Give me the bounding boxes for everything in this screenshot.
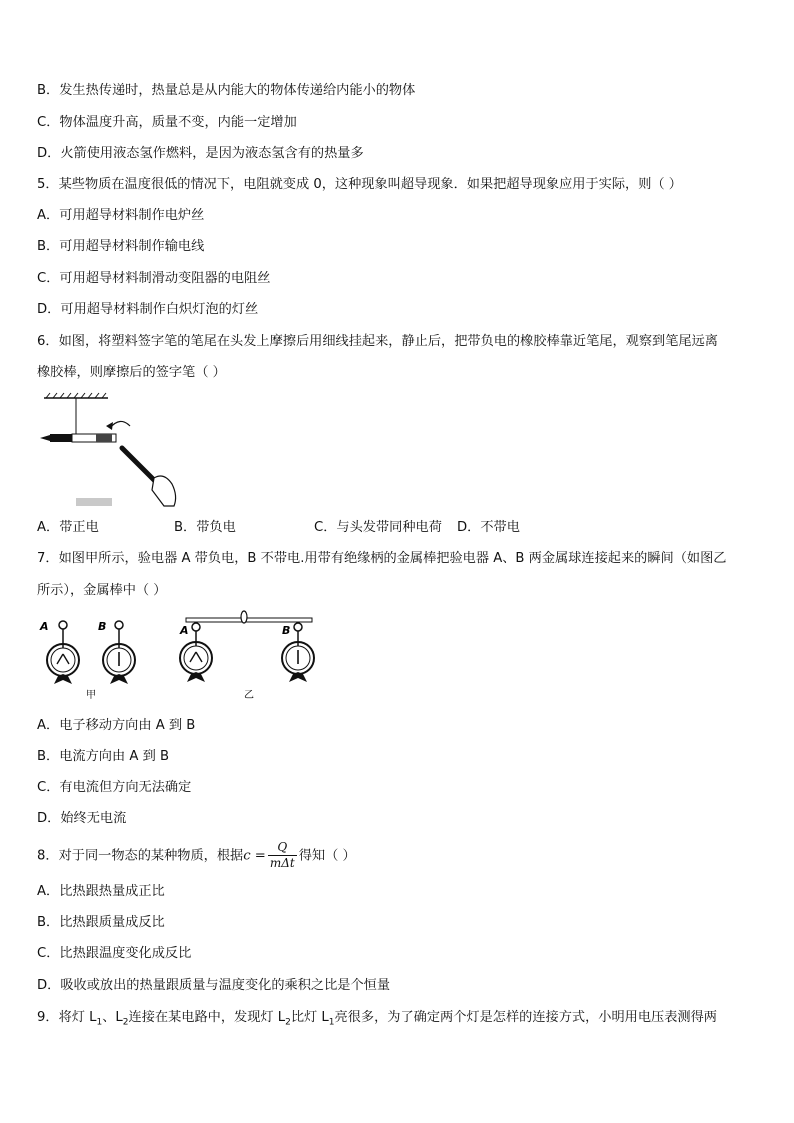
q8-option-c: C．比热跟温度变化成反比	[37, 946, 192, 961]
q8-formula-lhs: c =	[243, 848, 266, 864]
q8-stem-prefix: 8．对于同一物态的某种物质，根据	[37, 848, 244, 864]
metal-rod-with-handle	[186, 611, 312, 623]
q8-formula-fraction	[268, 840, 297, 871]
q6-option-d: D．不带电	[457, 520, 520, 535]
electroscope-b-yi	[282, 623, 314, 682]
question-8-stem	[37, 840, 356, 872]
label-b-jia: B	[98, 620, 107, 633]
q8-option-d: D．吸收或放出的热量跟质量与温度变化的乘积之比是个恒量	[37, 978, 391, 993]
q8-stem-suffix: 得知（ ）	[298, 848, 356, 864]
question-6-stem-line1: 6．如图，将塑料签字笔的笔尾在头发上摩擦后用细线挂起来，静止后，把带负电的橡胶棒靠近笔尾，观察到笔尾远离	[37, 334, 718, 349]
q6-option-c: C．与头发带同种电荷	[314, 520, 442, 535]
q8-numerator: Q	[268, 840, 297, 856]
q5-option-a: A．可用超导材料制作电炉丝	[37, 208, 205, 223]
q9-part1: 9．将灯 L	[37, 1010, 97, 1025]
rotation-arrow-icon	[110, 421, 130, 428]
signature-pen	[40, 434, 116, 442]
q9-part4: 比灯 L	[290, 1010, 329, 1025]
q8-option-a: A．比热跟热量成正比	[37, 884, 165, 899]
q6-options-row	[37, 519, 757, 537]
q5-option-b: B．可用超导材料制作输电线	[37, 239, 205, 254]
q6-option-a: A．带正电	[37, 520, 99, 535]
electroscope-a-jia	[39, 620, 79, 684]
q5-option-d: D．可用超导材料制作白炽灯泡的灯丝	[37, 302, 259, 317]
q8-option-b: B．比热跟质量成反比	[37, 915, 165, 930]
question-5-stem: 5．某些物质在温度很低的情况下，电阻就变成 0，这种现象叫超导现象．如果把超导现象应用于实际，则（ ）	[37, 177, 682, 192]
caption-yi: 乙	[244, 690, 254, 701]
q7-option-c: C．有电流但方向无法确定	[37, 780, 192, 795]
option-b-line: B．发生热传递时，热量总是从内能大的物体传递给内能小的物体	[37, 83, 416, 98]
electroscope-b-jia	[98, 620, 135, 684]
q7-option-b: B．电流方向由 A 到 B	[37, 749, 170, 764]
question-7-stem-line2: 所示），金属棒中（ ）	[37, 583, 167, 598]
q5-option-c: C．可用超导材料制滑动变阻器的电阻丝	[37, 271, 271, 286]
question-6-stem-line2: 橡胶棒，则摩擦后的签字笔（ ）	[37, 365, 226, 380]
label-b-yi: B	[282, 624, 291, 637]
q9-part5: 亮很多，为了确定两个灯是怎样的连接方式，小明用电压表测得两	[334, 1010, 717, 1025]
q9-sub2: 2	[122, 1017, 129, 1028]
figure-q6-pen-and-rod	[36, 392, 186, 512]
q8-denominator: mΔt	[269, 856, 295, 870]
q7-option-d: D．始终无电流	[37, 811, 127, 826]
hand	[152, 476, 176, 506]
q9-sub4: 1	[328, 1017, 335, 1028]
label-a-yi: A	[180, 624, 189, 637]
question-9-stem	[37, 1009, 717, 1032]
label-a-jia: A	[40, 620, 49, 633]
q7-option-a: A．电子移动方向由 A 到 B	[37, 718, 196, 733]
blurred-mark	[76, 498, 112, 506]
q9-sub1: 1	[96, 1017, 103, 1028]
option-d-line: D．火箭使用液态氢作燃料，是因为液态氢含有的热量多	[37, 146, 364, 161]
figure-q7-electroscopes	[36, 610, 326, 702]
option-c-line: C．物体温度升高，质量不变，内能一定增加	[37, 115, 297, 130]
question-7-stem-line1: 7．如图甲所示，验电器 A 带负电，B 不带电.用带有绝缘柄的金属棒把验电器 A、B 两金属球连接起来的瞬间（如图乙	[37, 551, 727, 566]
q9-sub3: 2	[285, 1017, 291, 1028]
ceiling-hatch	[44, 393, 108, 398]
q9-part2: 、L	[102, 1010, 123, 1025]
q9-part3: 连接在某电路中，发现灯 L	[128, 1010, 286, 1025]
q6-option-b: B．带负电	[174, 520, 236, 535]
caption-jia: 甲	[86, 690, 96, 701]
electroscope-a-yi	[179, 623, 212, 682]
